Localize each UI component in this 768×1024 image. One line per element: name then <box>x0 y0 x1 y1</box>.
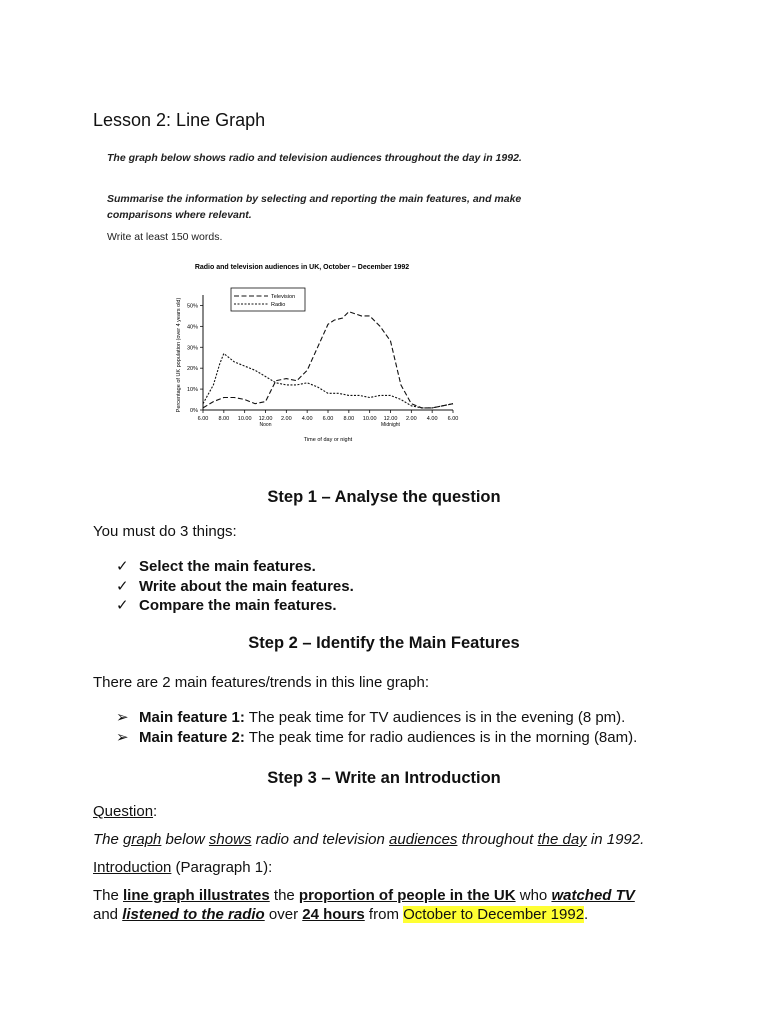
list-item: ➢ Main feature 2: The peak time for radio audiences is in the morning (8am). <box>116 728 638 746</box>
step2-feature-list <box>116 708 637 747</box>
x-ticks <box>198 410 459 428</box>
y-tick-label: 50% <box>186 303 198 310</box>
radio-series-line <box>203 354 453 408</box>
intro-answer-line2: and listened to the radio over 24 hours from October to December 1992. <box>93 906 589 923</box>
y-tick-label: 40% <box>186 324 198 331</box>
x-sublabel: Noon <box>259 422 272 428</box>
x-tick-label: 12.00 <box>258 416 273 422</box>
step3-heading: Step 3 – Write an Introduction <box>267 769 501 787</box>
arrow-bullet-icon: ➢ <box>116 728 129 746</box>
x-tick-label: 8.00 <box>218 416 230 422</box>
x-tick-label: 4.00 <box>426 416 438 422</box>
x-tick-label: 6.00 <box>322 416 334 422</box>
y-tick-label: 30% <box>186 345 198 352</box>
highlighted-date-range: October to December 1992 <box>403 906 585 923</box>
y-ticks <box>187 303 203 414</box>
chart-title: Radio and television audiences in UK, October – December 1992 <box>194 264 410 271</box>
list-item: ✓ Write about the main features. <box>116 577 354 595</box>
question-text: The graph below shows radio and television audiences throughout the day in 1992. <box>93 831 645 848</box>
task-prompt: The graph below shows radio and television audiences throughout the day in 1992. <box>107 152 522 164</box>
page-title: Lesson 2: Line Graph <box>93 110 266 130</box>
check-icon: ✓ <box>116 577 129 595</box>
legend-radio: Radio <box>271 302 286 308</box>
check-icon: ✓ <box>116 597 129 614</box>
line-chart <box>170 258 470 446</box>
legend <box>231 288 305 311</box>
y-tick-label: 0% <box>190 408 198 414</box>
series-lines <box>203 312 453 408</box>
x-tick-label: 10.00 <box>362 416 377 422</box>
intro-answer-line1: The line graph illustrates the proportion of people in the UK who watched TV <box>93 887 635 904</box>
word-count-note: Write at least 150 words. <box>107 231 223 243</box>
step1-intro: You must do 3 things: <box>93 523 237 540</box>
y-tick-label: 20% <box>186 366 198 373</box>
question-label-line: Question: <box>93 803 158 820</box>
x-tick-label: 8.00 <box>343 416 355 422</box>
x-tick-label: 12.00 <box>383 416 398 422</box>
list-item: ✓ Compare the main features. <box>116 597 337 614</box>
y-tick-label: 10% <box>186 387 198 394</box>
arrow-bullet-icon: ➢ <box>116 709 129 726</box>
y-axis-label: Percentage of UK population (over 4 years old) <box>176 297 182 413</box>
x-tick-label: 4.00 <box>301 416 313 422</box>
step1-heading: Step 1 – Analyse the question <box>267 488 501 506</box>
list-item: ➢ Main feature 1: The peak time for TV audiences is in the evening (8 pm). <box>116 709 626 726</box>
step1-checklist <box>116 557 354 616</box>
legend-television: Television <box>271 294 296 300</box>
check-icon: ✓ <box>116 558 129 575</box>
x-tick-label: 6.00 <box>447 416 459 422</box>
x-tick-label: 6.00 <box>197 416 209 422</box>
introduction-label-line: Introduction (Paragraph 1): <box>93 859 273 876</box>
x-axis-label: Time of day or night <box>303 437 353 443</box>
x-tick-label: 2.00 <box>405 416 417 422</box>
x-tick-label: 2.00 <box>280 416 292 422</box>
step2-intro: There are 2 main features/trends in this line graph: <box>93 674 430 691</box>
list-item: ✓ Select the main features. <box>116 558 316 575</box>
x-tick-label: 10.00 <box>237 416 252 422</box>
step2-heading: Step 2 – Identify the Main Features <box>248 634 520 652</box>
task-instructions: Summarise the information by selecting and reporting the main features, and make comparisons where relevant. <box>107 193 522 221</box>
x-sublabel: Midnight <box>381 422 400 428</box>
